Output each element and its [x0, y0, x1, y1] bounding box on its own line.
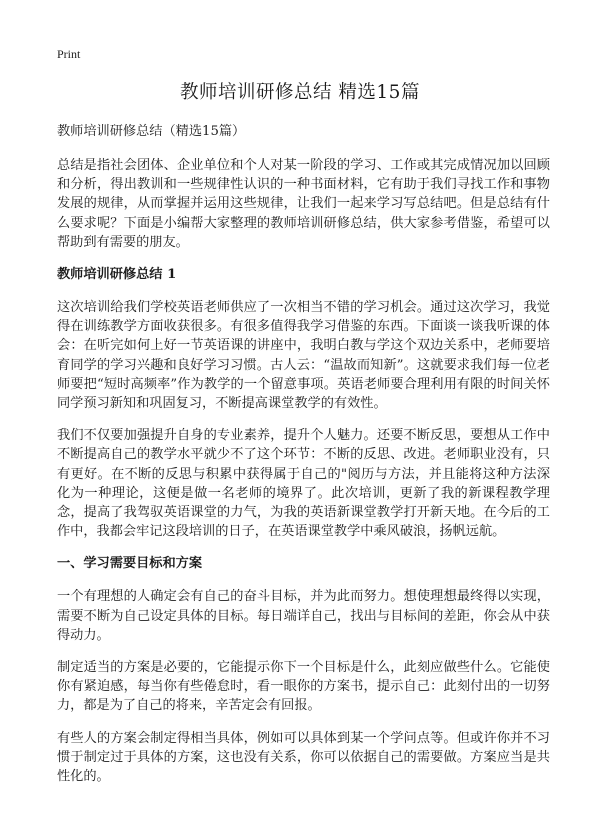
- page-title: 教师培训研修总结 精选15篇: [180, 82, 420, 103]
- body-paragraph: 制定适当的方案是必要的，它能提示你下一个目标是什么，此刻应做些什么。它能使你有紧迫感，每当你有些倦怠时，看一眼你的方案书，提示自己：此刻付出的一切努力，都是为了自己的将来，辛苦定会有回报。: [57, 660, 550, 714]
- body-paragraph: 我们不仅要加强提升自身的专业素养，提升个人魅力。还要不断反思，要想从工作中不断提高自己的教学水平就少不了这个环节：不断的反思、改进。老师职业没有，只有更好。在不断的反思与积累中获得属于自己的"阅历与方法，并且能将这种方法深化为一种理论，这便是做一名老师的境界了。此次培训，更新了我的新课程教学理念，提高了我驾驭英语课堂的力气，为我的英语新课堂教学打开新天地。在今后的工作中，我都会牢记这段培训的日子，在英语课堂教学中乘风破浪，扬帆远航。: [57, 428, 550, 540]
- intro-paragraph: 总结是指社会团体、企业单位和个人对某一阶段的学习、工作或其完成情况加以回顾和分析，得出教训和一些规律性认识的一种书面材料，它有助于我们寻找工作和事物发展的规律，从而掌握并运用这些规律，让我们一起来学习写总结吧。但是总结有什么要求呢？下面是小编帮大家整理的教师培训研修总结，供大家参考借鉴，希望可以帮助到有需要的朋友。: [57, 158, 550, 250]
- body-paragraph: 一个有理想的人确定会有自己的奋斗目标，并为此而努力。想使理想最终得以实现，需要不断为自己设定具体的目标。每日端详自己，找出与目标间的差距，你会从中获得动力。: [57, 589, 550, 643]
- body-paragraph: 这次培训给我们学校英语老师供应了一次相当不错的学习机会。通过这次学习，我觉得在训练教学方面收获很多。有很多值得我学习借鉴的东西。下面谈一谈我听课的体会：在听完如何上好一节英语课的讲座中，我明白教与学这个双边关系中，老师要培育同学的学习兴趣和良好学习习惯。古人云：“温故而知新”。这就要求我们每一位老师要把“短时高频率”作为教学的一个留意事项。英语老师要合理利用有限的时间关怀同学预习新知和巩固复习，不断提高课堂教学的有效性。: [57, 300, 550, 412]
- document-subtitle: 教师培训研修总结（精选15篇）: [57, 124, 246, 139]
- section-heading-summary-1: 教师培训研修总结 1: [57, 267, 177, 283]
- body-paragraph: 有些人的方案会制定得相当具体，例如可以具体到某一个学问点等。但或许你并不习惯于制定过于具体的方案，这也没有关系，你可以依据自己的需要做。方案应当是共性化的。: [57, 730, 550, 785]
- section-heading-goals: 一、学习需要目标和方案: [57, 556, 203, 572]
- document-body: [57, 122, 550, 799]
- print-label: Print: [57, 47, 81, 61]
